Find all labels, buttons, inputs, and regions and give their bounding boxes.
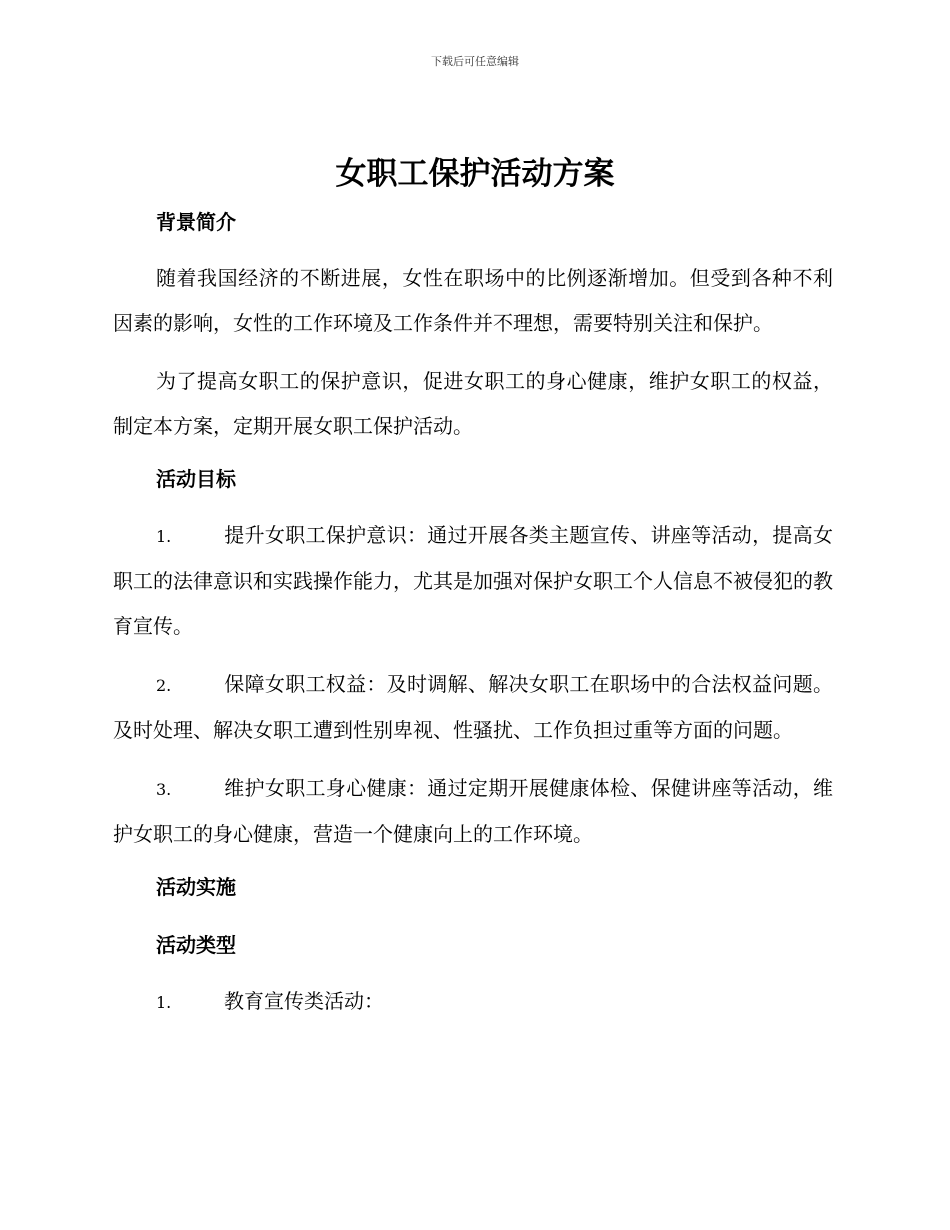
paragraph: 随着我国经济的不断进展，女性在职场中的比例逐渐增加。但受到各种不利因素的影响，女性的工作环境及工作条件并不理想，需要特别关注和保护。	[113, 266, 833, 335]
document-body	[113, 205, 833, 1038]
paragraph: 为了提高女职工的保护意识，促进女职工的身心健康，维护女职工的权益，制定本方案，定期开展女职工保护活动。	[113, 369, 833, 438]
section-heading-background: 背景简介	[156, 210, 236, 234]
document-title: 女职工保护活动方案	[335, 156, 615, 192]
list-number: 2.	[156, 676, 172, 695]
section-heading-goals: 活动目标	[156, 467, 236, 491]
list-item	[113, 513, 833, 649]
list-item	[113, 979, 833, 1025]
list-number: 1.	[156, 527, 172, 546]
section-heading-implementation: 活动实施	[156, 875, 236, 899]
list-item	[113, 766, 833, 857]
list-number: 1.	[156, 993, 172, 1012]
list-item-text: 提升女职工保护意识：通过开展各类主题宣传、讲座等活动，提高女职工的法律意识和实践操作能力，尤其是加强对保护女职工个人信息不被侵犯的教育宣传。	[113, 523, 833, 638]
list-item-text: 教育宣传类活动：	[224, 989, 384, 1013]
section-heading-activity-types: 活动类型	[156, 933, 236, 957]
list-item	[113, 662, 833, 753]
list-item-text: 维护女职工身心健康：通过定期开展健康体检、保健讲座等活动，维护女职工的身心健康，营造一个健康向上的工作环境。	[113, 776, 833, 846]
list-item-text: 保障女职工权益：及时调解、解决女职工在职场中的合法权益问题。及时处理、解决女职工遭到性别卑视、性骚扰、工作负担过重等方面的问题。	[113, 672, 833, 742]
page-header-note: 下载后可任意编辑	[431, 55, 519, 68]
list-number: 3.	[156, 780, 172, 799]
